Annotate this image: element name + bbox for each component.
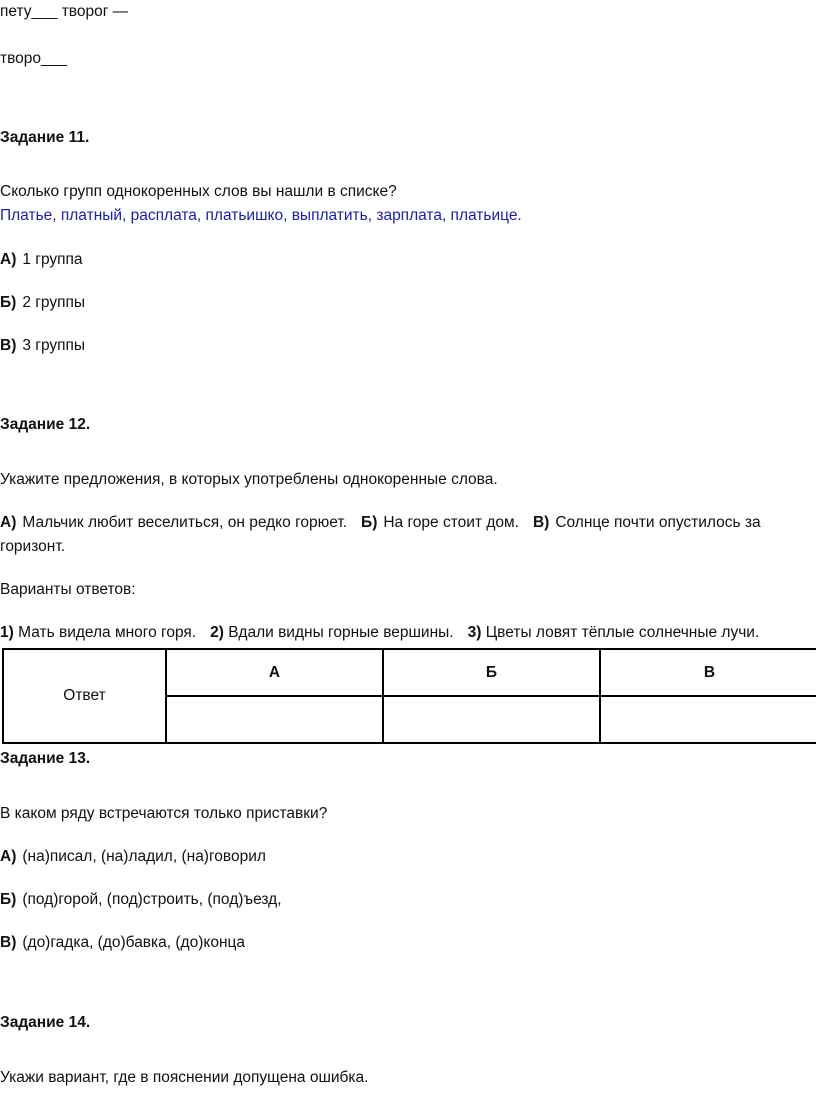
task-13-title: Задание 13.	[0, 750, 91, 767]
task-14-title: Задание 14.	[0, 1014, 91, 1031]
task-11-word-list: Платье, платный, расплата, платьишко, выплатить, зарплата, платьице.	[0, 207, 522, 224]
task-12-sentences	[0, 513, 761, 533]
variant-number: 3)	[467, 624, 482, 641]
task-11-option-c	[0, 336, 85, 356]
answer-table	[2, 648, 816, 744]
task-12-variants	[0, 623, 759, 643]
task-12-title: Задание 12.	[0, 416, 91, 433]
column-header-b: Б	[383, 649, 600, 696]
option-text: 1 группа	[22, 251, 83, 268]
task-11-question: Сколько групп однокоренных слов вы нашли в списке?	[0, 183, 397, 200]
fill-in-line-1: пету___ творог —	[0, 3, 129, 20]
answer-cell-a[interactable]	[166, 696, 383, 743]
task-13-option-c	[0, 933, 245, 953]
fill-in-line-2: творо___	[0, 50, 67, 67]
option-letter: Б)	[0, 891, 17, 908]
option-text: (на)писал, (на)ладил, (на)говорил	[22, 848, 266, 865]
variant-text: Вдали видны горные вершины.	[228, 624, 454, 641]
task-12-variants-label: Варианты ответов:	[0, 581, 136, 598]
sentence-letter: Б)	[361, 514, 378, 531]
option-text: 3 группы	[22, 337, 86, 354]
sentence-letter: А)	[0, 514, 17, 531]
task-12-sentence-continuation: горизонт.	[0, 538, 66, 555]
option-text: 2 группы	[22, 294, 86, 311]
column-header-c: В	[600, 649, 816, 696]
option-letter: А)	[0, 848, 17, 865]
variant-number: 1)	[0, 624, 14, 641]
task-13-option-b	[0, 890, 282, 910]
task-12-question: Укажите предложения, в которых употреблены однокоренные слова.	[0, 471, 498, 488]
answer-row-label: Ответ	[3, 649, 166, 743]
option-letter: А)	[0, 251, 17, 268]
variant-text: Цветы ловят тёплые солнечные лучи.	[485, 624, 760, 641]
sentence-text: Мальчик любит веселиться, он редко горюет.	[22, 514, 348, 531]
task-14-question: Укажи вариант, где в пояснении допущена ошибка.	[0, 1069, 369, 1086]
task-11-option-b	[0, 293, 85, 313]
sentence-text: Солнце почти опустилось за	[555, 514, 761, 531]
sentence-text: На горе стоит дом.	[383, 514, 519, 531]
task-13-option-a	[0, 847, 266, 867]
answer-cell-c[interactable]	[600, 696, 816, 743]
sentence-letter: В)	[532, 514, 550, 531]
task-13-question: В каком ряду встречаются только приставки?	[0, 805, 328, 822]
variant-text: Мать видела много горя.	[18, 624, 197, 641]
variant-number: 2)	[210, 624, 224, 641]
option-letter: В)	[0, 934, 17, 951]
option-text: (под)горой, (под)строить, (под)ъезд,	[22, 891, 282, 908]
option-text: (до)гадка, (до)бавка, (до)конца	[22, 934, 246, 951]
task-11-title: Задание 11.	[0, 129, 90, 146]
option-letter: Б)	[0, 294, 17, 311]
option-letter: В)	[0, 337, 17, 354]
column-header-a: А	[166, 649, 383, 696]
answer-cell-b[interactable]	[383, 696, 600, 743]
task-11-option-a	[0, 250, 83, 270]
